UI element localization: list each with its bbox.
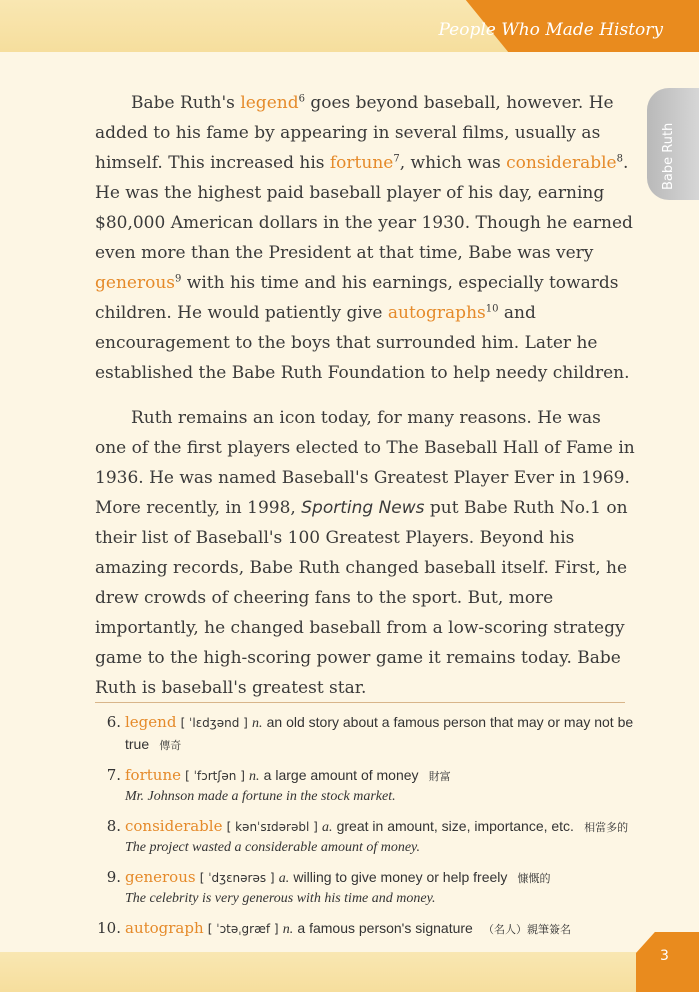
glossary-number: 6. [106, 713, 121, 731]
glossary-chinese: （名人）親筆簽名 [482, 923, 571, 936]
glossary-word: fortune [125, 766, 181, 784]
glossary-definition: willing to give money or help freely [293, 869, 508, 885]
text: Ruth remains an icon today, for many reasons. He was one of the first players elected to The Baseball Hall of Fame in 1936. He was named Baseball's Greatest Player Ever in 1969. More recently, in 1998, [95, 408, 635, 518]
glossary-example: Mr. Johnson made a fortune in the stock market. [125, 789, 396, 804]
text: , which was [399, 153, 507, 173]
glossary-pronunciation: [ ˈlɛdʒənd ] [180, 716, 248, 730]
page-number: 3 [660, 948, 669, 964]
glossary-chinese: 傳奇 [159, 739, 182, 752]
glossary-number: 7. [106, 766, 121, 784]
glossary-number: 9. [106, 868, 121, 886]
text: and encouragement to the boys that surrounded him. Later he established the Babe Ruth Foundation to help needy children. [95, 303, 630, 383]
glossary-pronunciation: [ kənˈsɪdərəbl ] [226, 820, 318, 834]
vocab-autographs: autographs [387, 303, 486, 323]
bottom-band [0, 952, 699, 992]
glossary-item [95, 712, 635, 756]
glossary-word: autograph [125, 919, 204, 937]
glossary-definition: a famous person's signature [297, 920, 473, 936]
glossary-item [95, 867, 635, 909]
glossary-pronunciation: [ ˈfɔrtʃən ] [185, 769, 245, 783]
text: put Babe Ruth No.1 on their list of Baseball's 100 Greatest Players. Beyond his amazing records, Babe Ruth changed baseball itself. First, he drew crowds of cheering fans to the sport. But, more importantly, he changed baseball from a low-scoring strategy game to the high-scoring power game it remains today. Babe Ruth is baseball's greatest star. [95, 498, 628, 698]
footnote-9: 9 [175, 273, 182, 285]
article-body [95, 88, 635, 718]
glossary-definition: great in amount, size, importance, etc. [336, 818, 574, 834]
divider [95, 702, 625, 703]
vocab-fortune: fortune [329, 153, 394, 173]
glossary-chinese: 財富 [428, 770, 451, 783]
text: with his time and his earnings, especially towards children. He would patiently give [95, 273, 619, 323]
glossary-number: 8. [106, 817, 121, 835]
text: goes beyond baseball, however. He added to his fame by appearing in several films, usually as himself. This increased his [95, 93, 614, 173]
footnote-8: 8 [616, 153, 623, 165]
footnote-10: 10 [485, 303, 499, 315]
glossary-example: The celebrity is very generous with his time and money. [125, 891, 436, 906]
footnote-6: 6 [298, 93, 305, 105]
glossary [95, 712, 635, 949]
glossary-pronunciation: [ ˈɔtəˌgræf ] [207, 922, 279, 936]
glossary-part-of-speech: n. [249, 769, 260, 784]
glossary-chinese: 相當多的 [584, 821, 629, 834]
glossary-word: considerable [125, 817, 223, 835]
footnote-7: 7 [393, 153, 400, 165]
glossary-part-of-speech: a. [278, 871, 290, 886]
glossary-part-of-speech: a. [321, 820, 333, 835]
text: . He was the highest paid baseball player of his day, earning $80,000 American dollars in the year 1930. Though he earned even more than the President at that time, Babe was very [95, 153, 633, 263]
glossary-pronunciation: [ ˈdʒɛnərəs ] [199, 871, 275, 885]
side-tab [647, 88, 699, 200]
paragraph-1 [95, 88, 635, 388]
vocab-considerable: considerable [506, 153, 617, 173]
glossary-definition: a large amount of money [263, 767, 419, 783]
text: Babe Ruth's [131, 93, 241, 113]
glossary-item [95, 765, 635, 807]
publication-title: Sporting News [301, 498, 425, 518]
glossary-example: The project wasted a considerable amount of money. [125, 840, 420, 855]
vocab-legend: legend [240, 93, 299, 113]
glossary-part-of-speech: n. [251, 716, 263, 731]
paragraph-2 [95, 403, 635, 703]
vocab-generous: generous [95, 273, 175, 293]
glossary-part-of-speech: n. [282, 922, 294, 937]
glossary-word: generous [125, 868, 196, 886]
header-title: People Who Made History [438, 20, 663, 40]
glossary-item [95, 918, 635, 940]
side-tab-label: Babe Ruth [661, 122, 676, 190]
glossary-chinese: 慷慨的 [517, 872, 551, 885]
glossary-definition: an old story about a famous person that may or may not be true [125, 714, 634, 752]
glossary-word: legend [125, 713, 177, 731]
glossary-item [95, 816, 635, 858]
glossary-number: 10. [97, 919, 121, 937]
